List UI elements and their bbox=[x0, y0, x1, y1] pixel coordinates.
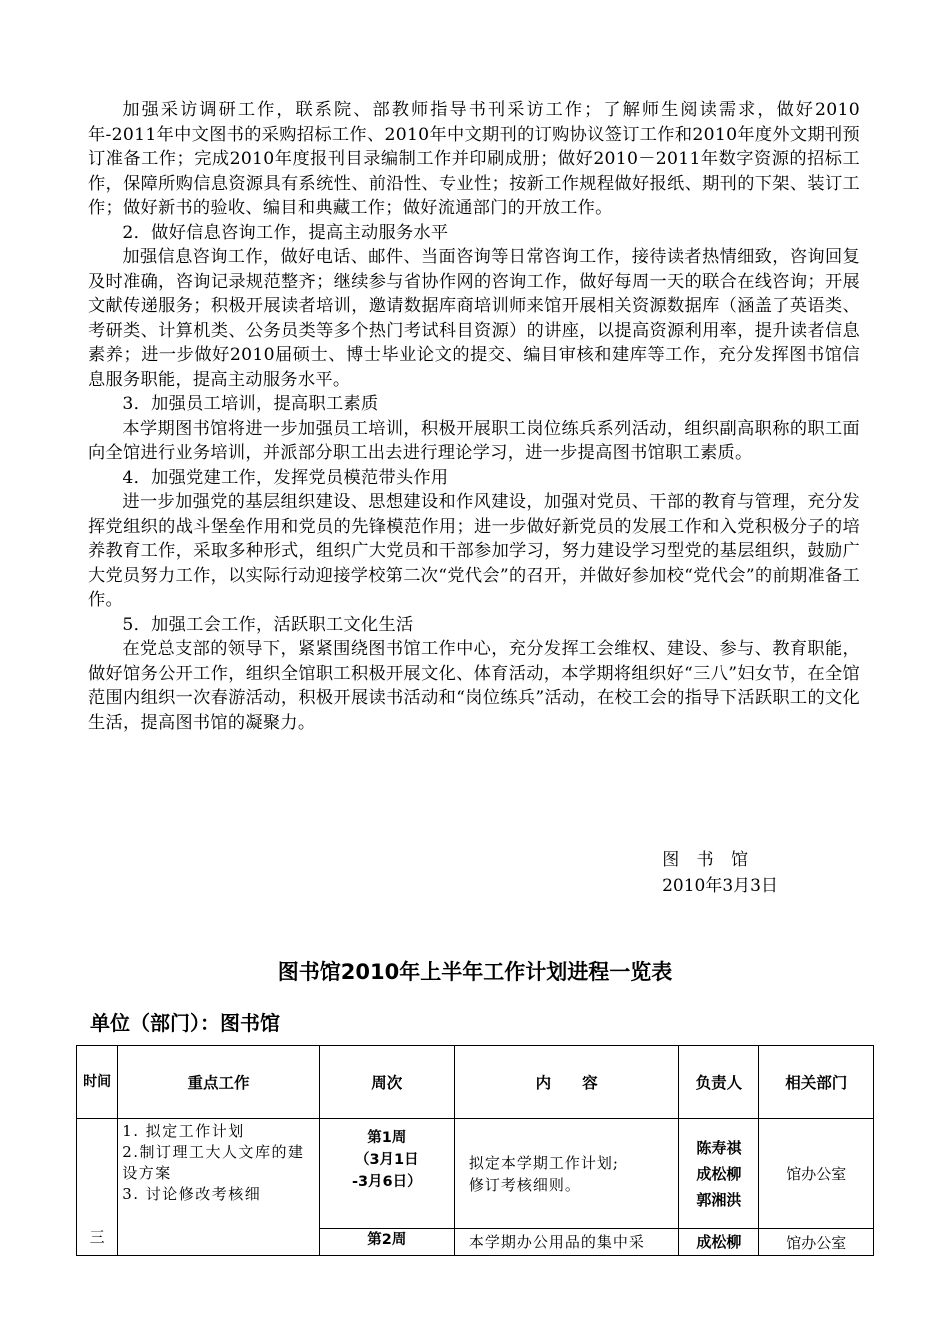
week-cell bbox=[319, 1119, 454, 1229]
header-focus: 重点工作 bbox=[118, 1046, 320, 1119]
section-heading-5: 5．加强工会工作，活跃职工文化生活 bbox=[122, 614, 414, 635]
owner-name: 成松柳 bbox=[696, 1233, 742, 1251]
content-cell bbox=[454, 1119, 678, 1229]
owner-name: 陈寿祺 bbox=[696, 1138, 742, 1157]
section-heading-2: 2．做好信息咨询工作，提高主动服务水平 bbox=[122, 222, 449, 243]
paragraph-consulting: 加强信息咨询工作，做好电话、邮件、当面咨询等日常咨询工作，接待读者热情细致，咨询回复及时准确，咨询记录规范整齐；继续参与省协作网的咨询工作，做好每周一天的联合在线咨询；开展文献传递服务；积极开展读者培训，邀请数据库商培训师来馆开展相关资源数据库（涵盖了英语类、考研类、计算机类、公务员类等多个热门考试科目资源）的讲座，以提高资源利用率，提升读者信息素养；进一步做好2010届硕士、博士毕业论文的提交、编目审核和建库等工作，充分发挥图书馆信息服务职能，提高主动服务水平。 bbox=[88, 247, 860, 390]
focus-item: 1. 拟定工作计划 bbox=[122, 1122, 245, 1140]
table-row bbox=[77, 1119, 874, 1229]
header-dept: 相关部门 bbox=[759, 1046, 874, 1119]
header-owner: 负责人 bbox=[679, 1046, 759, 1119]
week-cell bbox=[319, 1229, 454, 1256]
header-week: 周次 bbox=[319, 1046, 454, 1119]
owner-name: 成松柳 bbox=[696, 1164, 742, 1183]
signature-date: 2010年3月3日 bbox=[662, 876, 778, 896]
header-content: 内 容 bbox=[454, 1046, 678, 1119]
table-title: 图书馆2010年上半年工作计划进程一览表 bbox=[277, 960, 673, 984]
focus-cell bbox=[118, 1119, 320, 1256]
table-header-row bbox=[77, 1046, 874, 1119]
week-line: 第2周 bbox=[367, 1232, 407, 1248]
content-cell bbox=[454, 1229, 678, 1256]
focus-item: 3. 讨论修改考核细 bbox=[122, 1185, 262, 1203]
time-cell: 三 bbox=[77, 1119, 118, 1256]
paragraph-training: 本学期图书馆将进一步加强员工培训，积极开展职工岗位练兵系列活动，组织副高职称的职工面向全馆进行业务培训，并派部分职工出去进行理论学习，进一步提高图书馆职工素质。 bbox=[88, 418, 860, 463]
week-line: -3月6日） bbox=[351, 1174, 422, 1190]
dept-cell: 馆办公室 bbox=[759, 1229, 874, 1256]
focus-item: 2.制订理工大人文库的建设方案 bbox=[122, 1143, 305, 1182]
owner-name: 郭湘洪 bbox=[696, 1190, 742, 1209]
week-line: 第1周 bbox=[367, 1130, 407, 1146]
paragraph-procurement: 加强采访调研工作，联系院、部教师指导书刊采访工作；了解师生阅读需求，做好2010年-2011年中文图书的采购招标工作、2010年中文期刊的订购协议签订工作和2010年度外文期刊预订准备工作；完成2010年度报刊目录编制工作并印刷成册；做好2010－2011年数字资源的招标工作，保障所购信息资源具有系统性、前沿性、专业性；按新工作规程做好报纸、期刊的下架、装订工作；做好新书的验收、编目和典藏工作；做好流通部门的开放工作。 bbox=[88, 100, 860, 218]
unit-line: 单位（部门）：图书馆 bbox=[90, 1011, 280, 1035]
owner-cell bbox=[679, 1229, 759, 1256]
report-body bbox=[88, 98, 860, 735]
owner-cell bbox=[679, 1119, 759, 1229]
week-line: （3月1日 bbox=[354, 1152, 419, 1168]
content-line: 修订考核细则。 bbox=[468, 1175, 581, 1194]
header-time: 时间 bbox=[77, 1046, 118, 1119]
content-line: 拟定本学期工作计划; bbox=[468, 1153, 619, 1172]
section-heading-3: 3．加强员工培训，提高职工素质 bbox=[122, 394, 379, 414]
work-plan-table bbox=[76, 1045, 874, 1256]
dept-cell: 馆办公室 bbox=[759, 1119, 874, 1229]
section-heading-4: 4．加强党建工作，发挥党员模范带头作用 bbox=[122, 467, 449, 488]
paragraph-union: 在党总支部的领导下，紧紧围绕图书馆工作中心，充分发挥工会维权、建设、参与、教育职能，做好馆务公开工作，组织全馆职工积极开展文化、体育活动，本学期将组织好“三八”妇女节，在全馆范围内组织一次春游活动，积极开展读书活动和“岗位练兵”活动，在校工会的指导下活跃职工的文化生活，提高图书馆的凝聚力。 bbox=[88, 639, 860, 733]
content-line: 本学期办公用品的集中采 bbox=[468, 1233, 645, 1251]
signature-org: 图 书 馆 bbox=[662, 850, 754, 870]
paragraph-party: 进一步加强党的基层组织建设、思想建设和作风建设，加强对党员、干部的教育与管理，充分发挥党组织的战斗堡垒作用和党员的先锋模范作用；进一步做好新党员的发展工作和入党积极分子的培养教育工作，采取多种形式，组织广大党员和干部参加学习，努力建设学习型党的基层组织，鼓励广大党员努力工作，以实际行动迎接学校第二次“党代会”的召开，并做好参加校“党代会”的前期准备工作。 bbox=[88, 492, 860, 610]
